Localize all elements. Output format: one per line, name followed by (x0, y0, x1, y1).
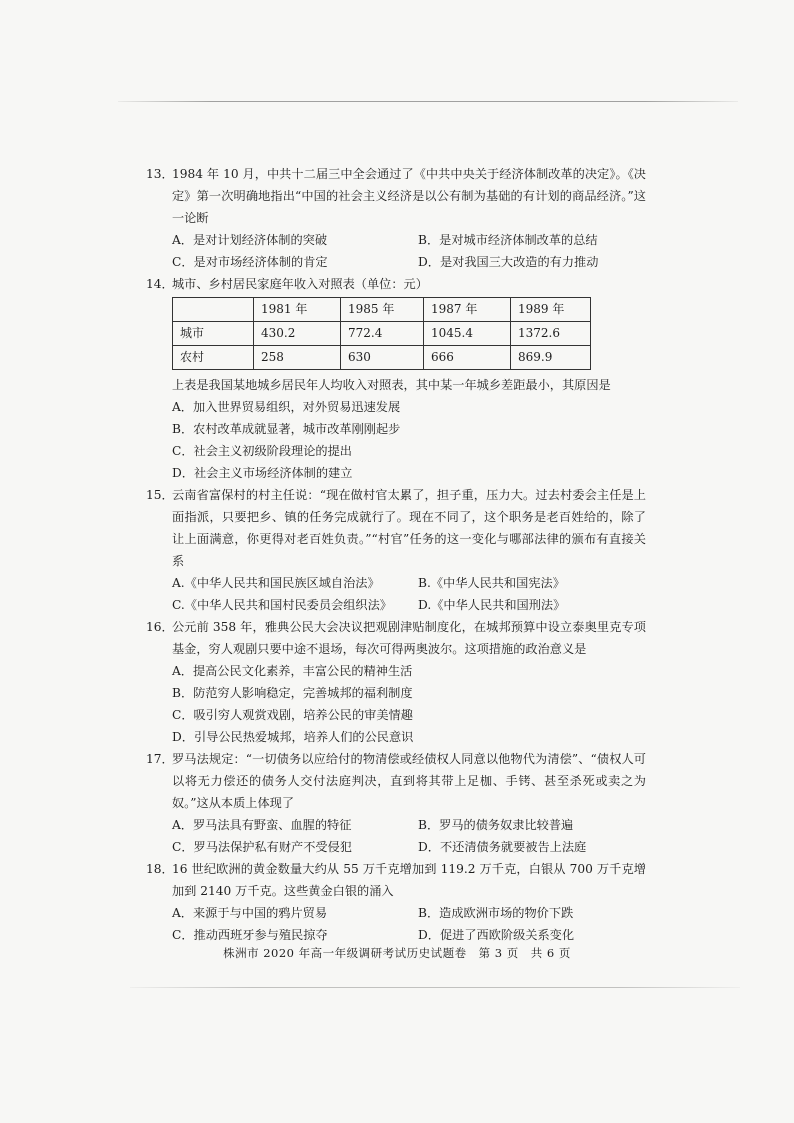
table-cell: 农村 (173, 346, 254, 370)
table-cell: 630 (341, 346, 424, 370)
footer-rule (130, 987, 740, 988)
table-header-row (173, 298, 591, 322)
table-header-cell: 1989 年 (511, 298, 591, 322)
question-number: 18． (146, 862, 174, 876)
options (172, 396, 646, 484)
option-a: A．罗马法具有野蛮、血腥的特征 (172, 818, 352, 832)
option-b: B．防范穷人影响稳定，完善城邦的福利制度 (172, 686, 413, 700)
option-a: A．是对计划经济体制的突破 (172, 233, 328, 247)
option-a: A．提高公民文化素养，丰富公民的精神生活 (172, 664, 413, 678)
options (172, 229, 646, 273)
option-c: C．社会主义初级阶段理论的提出 (172, 444, 352, 458)
option-a: A.《中华人民共和国民族区域自治法》 (172, 576, 380, 590)
option-c: C．是对市场经济体制的肯定 (172, 255, 328, 269)
option-c: C．吸引穷人观赏戏剧，培养公民的审美情趣 (172, 708, 413, 722)
option-b: B．造成欧洲市场的物价下跌 (418, 906, 574, 920)
question-number: 17． (146, 752, 174, 766)
table-cell: 城市 (173, 322, 254, 346)
question-stem: 1984 年 10 月，中共十二届三中全会通过了《中共中央关于经济体制改革的决定》。《决定》第一次明确地指出“中国的社会主义经济是以公有制为基础的有计划的商品经济。”这一论断 (172, 167, 646, 225)
table-cell: 430.2 (254, 322, 341, 346)
page-footer: 株洲市 2020 年高一年级调研考试历史试题卷 第 3 页 共 6 页 (223, 946, 571, 960)
table-header-cell (173, 298, 254, 322)
income-table (172, 297, 591, 370)
option-d: D．社会主义市场经济体制的建立 (172, 466, 353, 480)
question-stem: 16 世纪欧洲的黄金数量大约从 55 万千克增加到 119.2 万千克，白银从 700 万千克增加到 2140 万千克。这些黄金白银的涌入 (172, 862, 646, 898)
option-d: D．促进了西欧阶级关系变化 (418, 928, 575, 942)
question-stem: 城市、乡村居民家庭年收入对照表（单位：元） (172, 277, 428, 291)
option-b: B．农村改革成就显著，城市改革刚刚起步 (172, 422, 401, 436)
table-cell: 666 (424, 346, 511, 370)
question-16 (146, 616, 646, 748)
option-b: B.《中华人民共和国宪法》 (418, 576, 565, 590)
options (172, 572, 646, 616)
question-number: 15． (146, 488, 174, 502)
option-d: D．是对我国三大改造的有力推动 (418, 255, 599, 269)
option-d: D.《中华人民共和国刑法》 (418, 598, 566, 612)
table-row (173, 346, 591, 370)
question-15 (146, 484, 646, 616)
question-number: 16． (146, 620, 174, 634)
option-a: A．加入世界贸易组织，对外贸易迅速发展 (172, 400, 401, 414)
header-rule (118, 101, 738, 102)
exam-content (146, 163, 646, 946)
question-stem-continued: 上表是我国某地城乡居民年人均收入对照表，其中某一年城乡差距最小，其原因是 (172, 378, 611, 392)
option-d: D．不还清债务就要被告上法庭 (418, 840, 587, 854)
question-14 (146, 273, 646, 484)
option-c: C.《中华人民共和国村民委员会组织法》 (172, 598, 392, 612)
question-stem: 公元前 358 年，雅典公民大会决议把观剧津贴制度化，在城邦预算中设立泰奥里克专项基金，穷人观剧只要中途不退场，每次可得两奥波尔。这项措施的政治意义是 (172, 620, 646, 656)
table-cell: 1045.4 (424, 322, 511, 346)
table-header-cell: 1987 年 (424, 298, 511, 322)
question-number: 14． (146, 277, 174, 291)
option-b: B．是对城市经济体制改革的总结 (418, 233, 598, 247)
option-c: C．罗马法保护私有财产不受侵犯 (172, 840, 352, 854)
option-c: C．推动西班牙参与殖民掠夺 (172, 928, 328, 942)
table-cell: 258 (254, 346, 341, 370)
option-d: D．引导公民热爱城邦，培养人们的公民意识 (172, 730, 414, 744)
table-header-cell: 1981 年 (254, 298, 341, 322)
question-13 (146, 163, 646, 273)
question-17 (146, 748, 646, 858)
options (172, 814, 646, 858)
options (172, 660, 646, 748)
table-cell: 1372.6 (511, 322, 591, 346)
table-cell: 772.4 (341, 322, 424, 346)
table-row (173, 322, 591, 346)
question-number: 13． (146, 167, 174, 181)
option-b: B．罗马的债务奴隶比较普遍 (418, 818, 574, 832)
option-a: A．来源于与中国的鸦片贸易 (172, 906, 328, 920)
options (172, 902, 646, 946)
question-18 (146, 858, 646, 946)
question-stem: 罗马法规定：“一切债务以应给付的物清偿或经债权人同意以他物代为清偿”、“债权人可以将无力偿还的债务人交付法庭判决，直到将其带上足枷、手铐、甚至杀死或卖之为奴。”这从本质上体现了 (172, 752, 646, 810)
table-header-cell: 1985 年 (341, 298, 424, 322)
question-stem: 云南省富保村的村主任说：“现在做村官太累了，担子重，压力大。过去村委会主任是上面指派，只要把乡、镇的任务完成就行了。现在不同了，这个职务是老百姓给的，除了让上面满意，你更得对老百姓负责。”“村官”任务的这一变化与哪部法律的颁布有直接关系 (172, 488, 646, 568)
table-cell: 869.9 (511, 346, 591, 370)
